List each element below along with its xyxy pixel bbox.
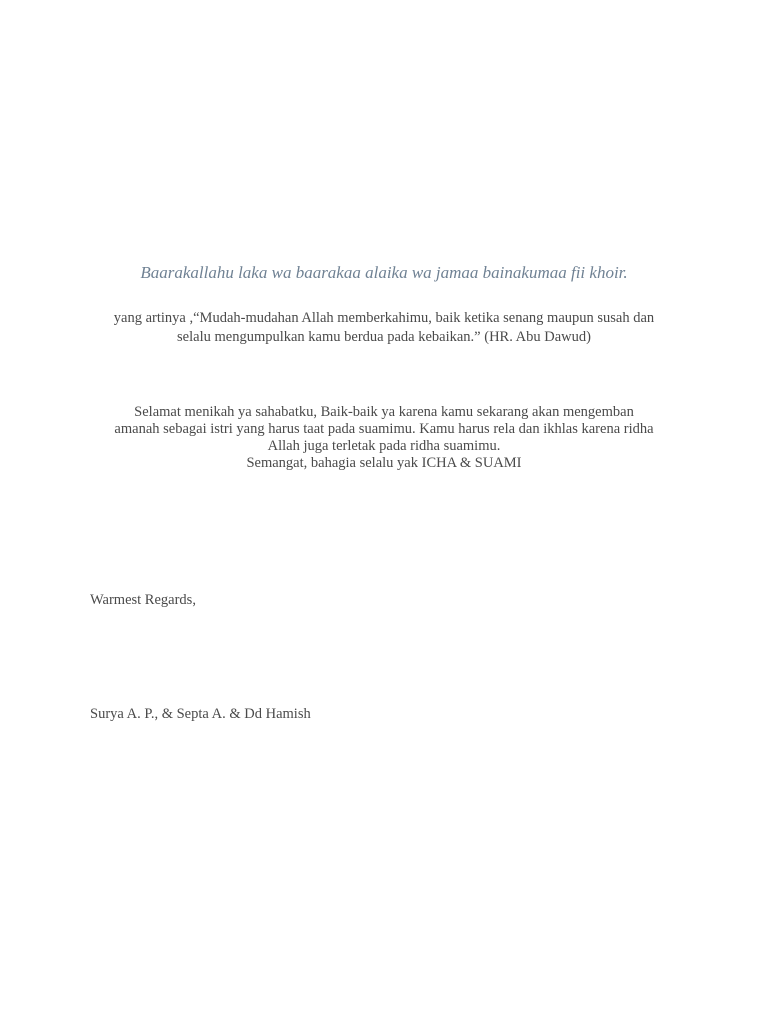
wedding-message-line: Allah juga terletak pada ridha suamimu. [267,438,501,454]
signature-names: Surya A. P., & Septa A. & Dd Hamish [90,706,311,722]
wedding-message-line: amanah sebagai istri yang harus taat pada suamimu. Kamu harus rela dan ikhlas karena ridha [114,421,654,437]
hadith-meaning [60,309,708,347]
wedding-message [60,404,708,472]
hadith-meaning-line: selalu mengumpulkan kamu berdua pada kebaikan.” (HR. Abu Dawud) [177,329,591,345]
wedding-message-line: Semangat, bahagia selalu yak ICHA & SUAMI [246,455,522,471]
greeting-title: Baarakallahu laka wa baarakaa alaika wa jamaa bainakumaa fii khoir. [140,263,628,282]
closing-salutation: Warmest Regards, [90,592,196,608]
wedding-message-line: Selamat menikah ya sahabatku, Baik-baik ya karena kamu sekarang akan mengemban [134,404,634,420]
hadith-meaning-line: yang artinya ,“Mudah-mudahan Allah memberkahimu, baik ketika senang maupun susah dan [113,310,655,326]
